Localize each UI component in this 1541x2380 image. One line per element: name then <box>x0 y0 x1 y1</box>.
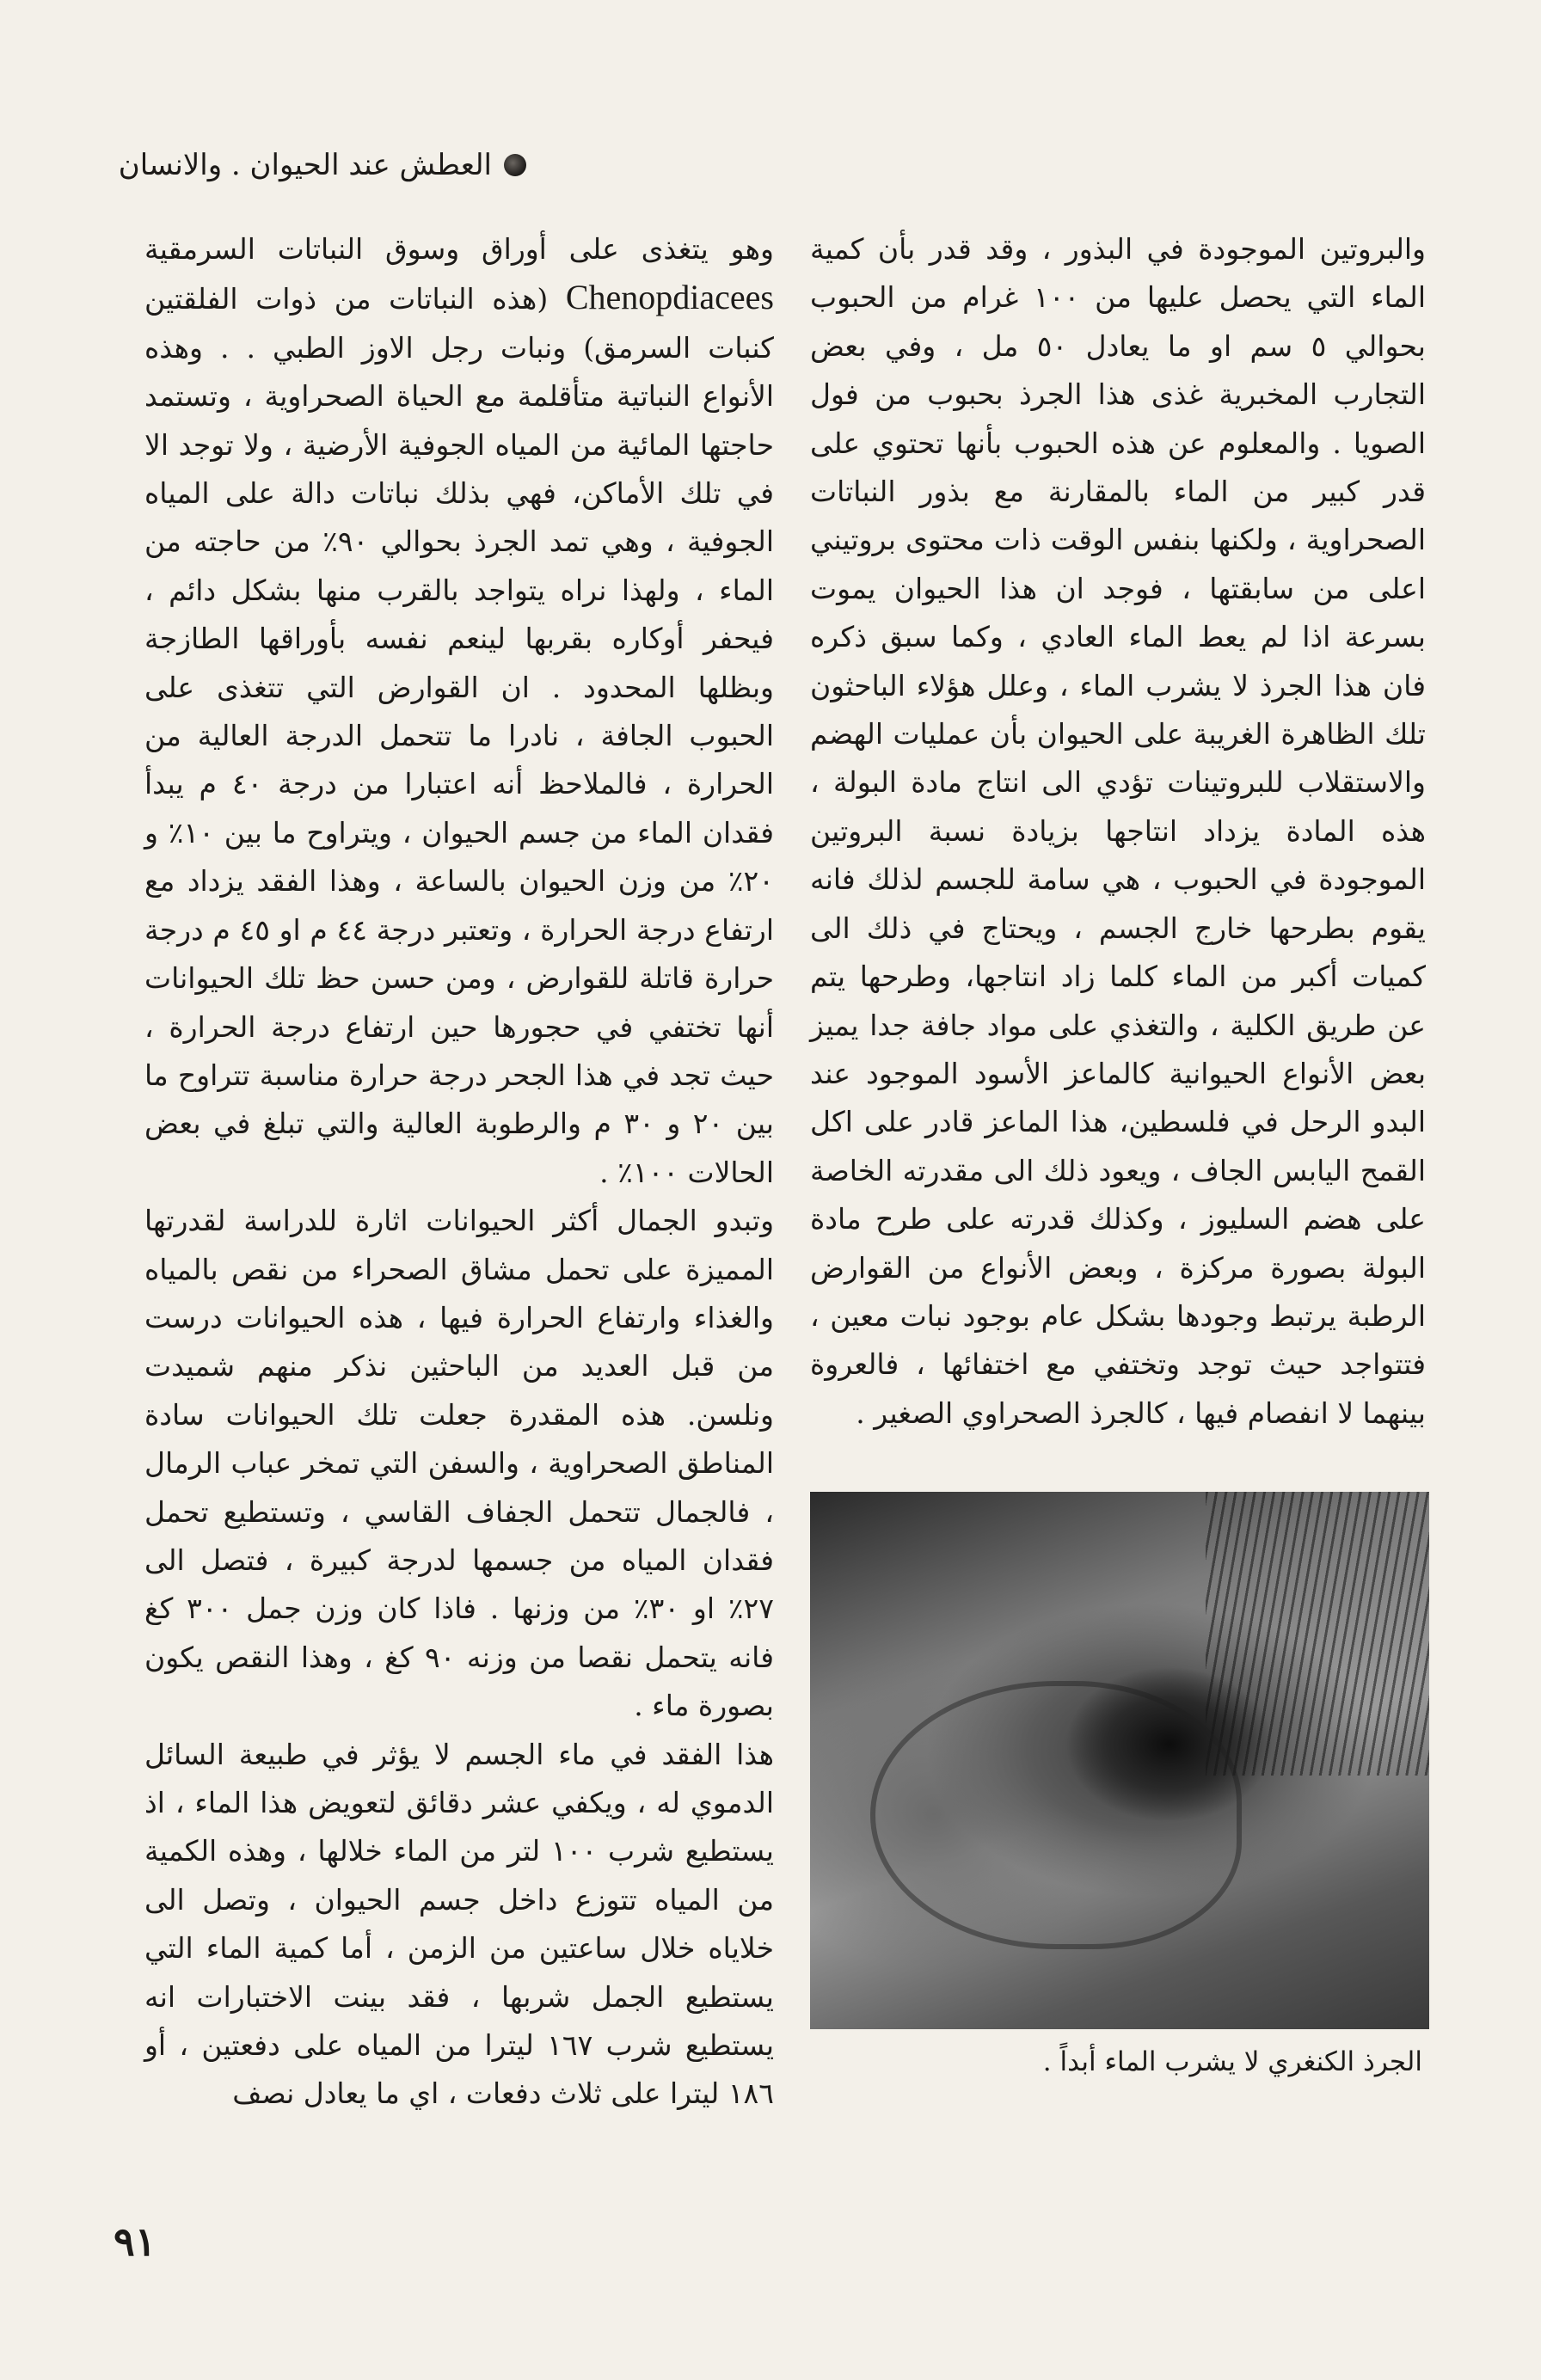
kangaroo-rat-photo <box>810 1492 1429 2029</box>
right-column <box>810 225 1426 1438</box>
left-paragraph-1 <box>144 225 774 1197</box>
page-number: ٩١ <box>114 2218 157 2265</box>
header-title: العطش عند الحيوان . والانسان <box>118 148 492 182</box>
burrow-outline <box>870 1681 1242 1949</box>
left-column <box>144 225 774 2119</box>
running-header <box>118 148 526 182</box>
figure-caption: الجرذ الكنغري لا يشرب الماء أبداً . <box>1042 2046 1422 2077</box>
right-column-text: والبروتين الموجودة في البذور ، وقد قدر بأن كمية الماء التي يحصل عليها من ١٠٠ غرام من الحبوب بحوالي ٥ سم او ما يعادل ٥٠ مل ، وفي بعض التجارب المخبرية غذى هذا الجرذ بحبوب من فول الصويا . والمعلوم عن هذه الحبوب بأنها تحتوي على قدر كبير من الماء بالمقارنة مع بذور النباتات الصحراوية ، ولكنها بنفس الوقت ذات محتوى بروتيني اعلى من سابقتها ، فوجد ان هذا الحيوان يموت بسرعة اذا لم يعط الماء العادي ، وكما سبق ذكره فان هذا الجرذ لا يشرب الماء ، وعلل هؤلاء الباحثون تلك الظاهرة الغريبة على الحيوان بأن عمليات الهضم والاستقلاب للبروتينات تؤدي الى انتاج مادة البولة ، هذه المادة يزداد انتاجها بزيادة نسبة البروتين الموجودة في الحبوب ، هي سامة للجسم لذلك فانه يقوم بطرحها خارج الجسم ، ويحتاج في ذلك الى كميات أكبر من الماء كلما زاد انتاجها، وطرحها يتم عن طريق الكلية ، والتغذي على مواد جافة جدا يميز بعض الأنواع الحيوانية كالماعز الأسود الموجود عند البدو الرحل في فلسطين، هذا الماعز قادر على اكل القمح اليابس الجاف ، ويعود ذلك الى مقدرته الخاصة على هضم السليوز ، وكذلك قدرته على طرح مادة البولة بصورة مركزة ، وبعض الأنواع من القوارض الرطبة يرتبط وجودها بشكل عام بوجود نبات معين ، فتتواجد حيث توجد وتختفي مع اختفائها ، فالعروة بينهما لا انفصام فيها ، كالجرذ الصحراوي الصغير . <box>810 232 1426 1430</box>
left-paragraph-2: وتبدو الجمال أكثر الحيوانات اثارة للدراسة لقدرتها المميزة على تحمل مشاق الصحراء من نقص بالمياه والغذاء وارتفاع الحرارة فيها ، هذه الحيوانات درست من قبل العديد من الباحثين نذكر منهم شميدت ونلسن. هذه المقدرة جعلت تلك الحيوانات سادة المناطق الصحراوية ، والسفن التي تمخر عباب الرمال ، فالجمال تتحمل الجفاف القاسي ، وتستطيع تحمل فقدان المياه من جسمها لدرجة كبيرة ، فتصل الى ٢٧٪ او ٣٠٪ من وزنها . فاذا كان وزن جمل ٣٠٠ كغ فانه يتحمل نقصا من وزنه ٩٠ كغ ، وهذا النقص يكون بصورة ماء . <box>144 1204 775 1723</box>
left-p1-after-latin: (هذه النباتات من ذوات الفلقتين كنبات السرمق) ونبات رجل الاوز الطبي . . وهذه الأنواع النباتية متأقلمة مع الحياة الصحراوية ، وتستمد حاجتها المائية من المياه الجوفية الأرضية ، ولا توجد الا في تلك الأماكن، فهي بذلك نباتات دالة على المياه الجوفية ، وهي تمد الجرذ بحوالي ٩٠٪ من حاجته من الماء ، ولهذا نراه يتواجد بالقرب منها بشكل دائم ، فيحفر أوكاره بقربها لينعم نفسه بأوراقها الطازجة وبظلها المحدود . ان القوارض التي تتغذى على الحبوب الجافة ، نادرا ما تتحمل الدرجة العالية من الحرارة ، فالملاحظ أنه اعتبارا من درجة ٤٠ م يبدأ فقدان الماء من جسم الحيوان ، ويتراوح ما بين ١٠٪ و ٢٠٪ من وزن الحيوان بالساعة ، وهذا الفقد يزداد مع ارتفاع درجة الحرارة ، وتعتبر درجة ٤٤ م او ٤٥ م درجة حرارة قاتلة للقوارض ، ومن حسن حظ تلك الحيوانات أنها تختفي في حجورها حين ارتفاع درجة الحرارة ، حيث تجد في هذا الجحر درجة حرارة مناسبة تتراوح ما بين ٢٠ و ٣٠ م والرطوبة العالية والتي تبلغ في بعض الحالات ١٠٠٪ . <box>144 282 775 1189</box>
left-p1-before-latin: وهو يتغذى على أوراق وسوق النباتات السرمقية <box>144 232 774 266</box>
grass-texture <box>1206 1492 1429 1776</box>
latin-term: Chenopdiacees <box>565 278 774 317</box>
bullet-icon <box>504 154 526 176</box>
left-paragraph-3: هذا الفقد في ماء الجسم لا يؤثر في طبيعة السائل الدموي له ، ويكفي عشر دقائق لتعويض هذا الماء ، اذ يستطيع شرب ١٠٠ لتر من الماء خلالها ، وهذه الكمية من المياه تتوزع داخل جسم الحيوان ، وتصل الى خلاياه خلال ساعتين من الزمن ، أما كمية الماء التي يستطيع الجمل شربها ، فقد بينت الاختبارات انه يستطيع شرب ١٦٧ ليترا من المياه على دفعتين ، أو ١٨٦ ليترا على ثلاث دفعات ، اي ما يعادل نصف <box>144 1737 775 2111</box>
